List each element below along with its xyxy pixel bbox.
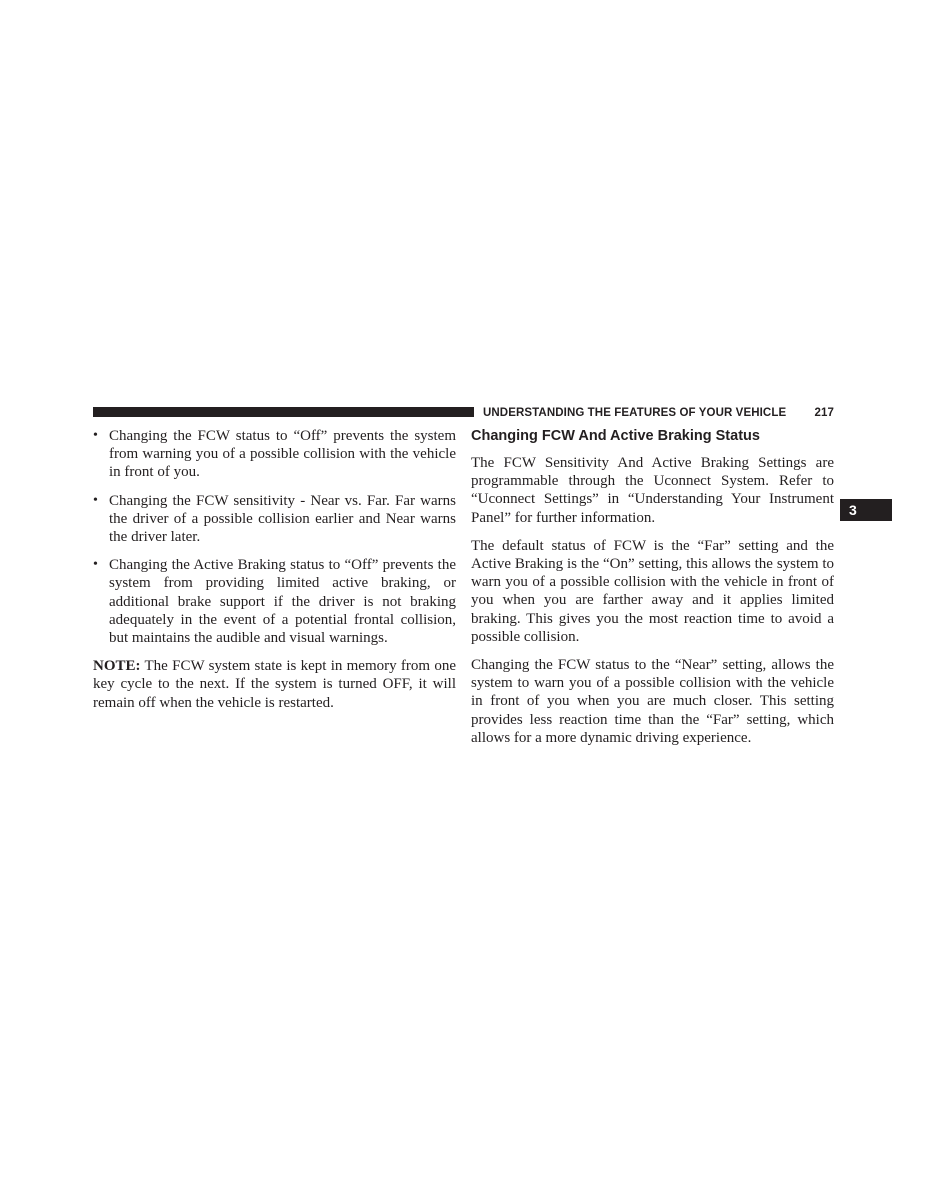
bullet-text: Changing the FCW status to “Off” prevents the system from warning you of a possible collision with the vehicle in front of you. [109, 428, 456, 481]
note-text: The FCW system state is kept in memory from one key cycle to the next. If the system is turned OFF, it will remain off when the vehicle is restarted. [93, 658, 456, 711]
list-item [93, 492, 456, 547]
body-paragraph: Changing the FCW status to the “Near” setting, allows the system to warn you of a possible collision with the vehicle in front of you when you are much closer. This setting provides less reaction time than the “Far” setting, which allows for a more dynamic driving experience. [471, 657, 834, 746]
right-column [471, 427, 834, 757]
header-title: UNDERSTANDING THE FEATURES OF YOUR VEHICLE [483, 407, 787, 419]
bullet-text: Changing the Active Braking status to “Off” prevents the system from providing limited active braking, or additional brake support if the driver is not braking adequately in the event of a potential frontal collision, but maintains the audible and visual warnings. [109, 557, 456, 647]
page-number: 217 [814, 407, 834, 419]
bullet-icon: • [93, 557, 98, 573]
left-column [93, 427, 456, 722]
bullet-text: Changing the FCW sensitivity - Near vs. Far. Far warns the driver of a possible collision earlier and Near warns the driver later. [109, 492, 456, 546]
note-label: NOTE: [93, 658, 141, 675]
body-paragraph: The default status of FCW is the “Far” setting and the Active Braking is the “On” setting, this allows the system to warn you of a possible collision with the vehicle in front of you when you are farther away and it applies limited braking. This gives you the most reaction time to avoid a possible collision. [471, 537, 834, 645]
bullet-list [93, 427, 456, 647]
note-paragraph [93, 657, 456, 712]
section-heading: Changing FCW And Active Braking Status [471, 428, 760, 444]
bullet-icon: • [93, 428, 98, 443]
bullet-icon: • [93, 492, 98, 508]
running-header [483, 405, 834, 421]
chapter-tab: 3 [840, 499, 892, 521]
body-paragraph: The FCW Sensitivity And Active Braking Settings are programmable through the Uconnect System. Refer to “Uconnect Settings” in “Understanding Your Instrument Panel” for further information. [471, 455, 834, 526]
list-item [93, 427, 456, 482]
list-item [93, 556, 456, 647]
header-rule [93, 407, 474, 417]
